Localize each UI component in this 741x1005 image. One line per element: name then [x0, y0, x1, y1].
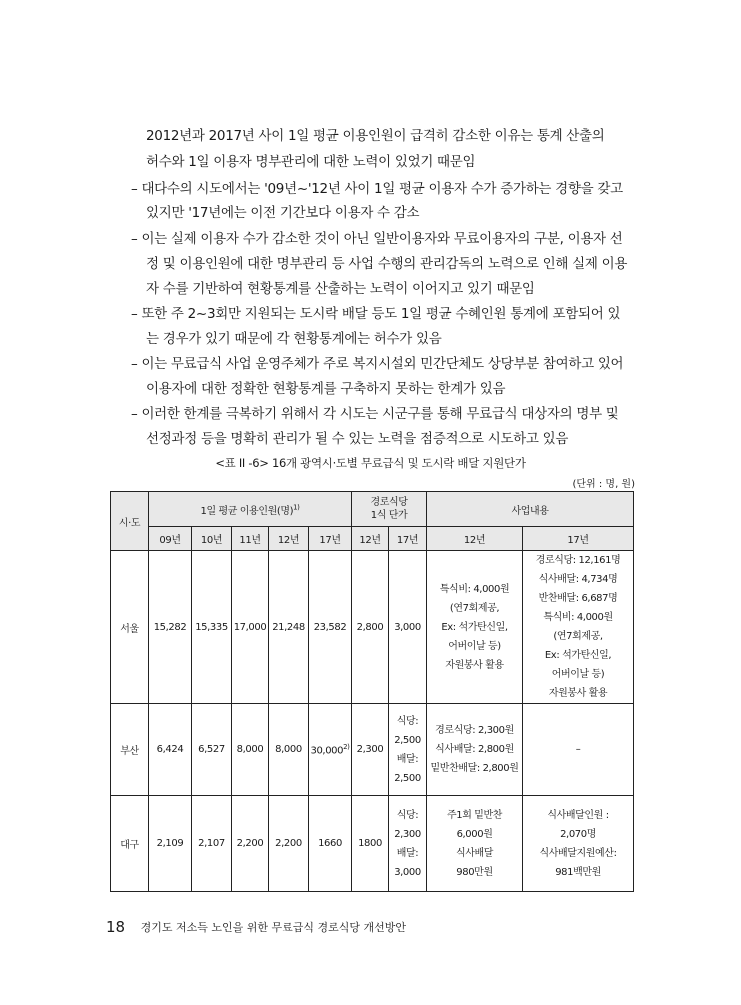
bullet-line: – 또한 주 2~3회만 지원되는 도시락 배달 등도 1일 평균 수혜인원 통계에 포함되어 있 — [131, 306, 621, 322]
table-caption: <표 II -6> 16개 광역시·도별 무료급식 및 도시락 배달 지원단가 — [215, 456, 526, 470]
users-cell: 23,582 — [309, 551, 352, 704]
users-cell: 30,000$^{2)}$ — [309, 704, 352, 796]
users-cell: 15,282 — [149, 551, 192, 704]
page-footer — [106, 918, 406, 936]
content-cell: 특식비: 4,000원 (연7회제공, Ex: 석가탄신일, 어버이날 등) 자원봉사 활용 — [427, 551, 523, 704]
price-cell: 식당: 2,500 배달: 2,500 — [389, 704, 427, 796]
text-line: 허수와 1일 이용자 명부관리에 대한 노력이 있었기 때문임 — [146, 154, 476, 170]
content-cell: 경로식당: 12,161명 식사배달: 4,734명 반찬배달: 6,687명 특식비: 4,000원 (연7회제공, Ex: 석가탄신일, 어버이날 등) 자원봉사 활용 — [523, 551, 634, 704]
table-row — [111, 796, 634, 892]
text-line: 정 및 이용인원에 대한 명부관리 등 사업 수행의 관리감독의 노력으로 인해 실제 이용 — [146, 256, 628, 272]
table-row — [111, 704, 634, 796]
header-users: 1일 평균 이용인원(명)$^{1)}$ — [149, 492, 352, 527]
users-cell: 8,000 — [232, 704, 269, 796]
year-header: 17년 — [389, 527, 427, 551]
header-region: 시·도 — [111, 492, 149, 551]
price-cell: 3,000 — [389, 551, 427, 704]
year-header: 10년 — [192, 527, 232, 551]
year-header: 17년 — [309, 527, 352, 551]
unit-note: (단위 : 명, 원) — [572, 479, 635, 490]
region-cell: 부산 — [111, 704, 149, 796]
bullet-line: – 이는 실제 이용자 수가 감소한 것이 아닌 일반이용자와 무료이용자의 구분, 이용자 선 — [131, 231, 623, 247]
region-cell: 서울 — [111, 551, 149, 704]
users-cell: 1660 — [309, 796, 352, 892]
price-cell: 2,800 — [352, 551, 389, 704]
bullet-line: – 이는 무료급식 사업 운영주체가 주로 복지시설외 민간단체도 상당부분 참여하고 있어 — [131, 356, 624, 372]
region-cell: 대구 — [111, 796, 149, 892]
header-content: 사업내용 — [427, 492, 634, 527]
text-line: 자 수를 기반하여 현황통계를 산출하는 노력이 이어지고 있기 때문임 — [146, 281, 535, 297]
year-header: 12년 — [269, 527, 309, 551]
content-cell: 경로식당: 2,300원 식사배달: 2,800원 밑반찬배달: 2,800원 — [427, 704, 523, 796]
data-table — [110, 491, 634, 892]
price-cell: 1800 — [352, 796, 389, 892]
users-cell: 6,424 — [149, 704, 192, 796]
users-cell: 2,200 — [232, 796, 269, 892]
page-number: 18 — [106, 918, 126, 936]
header-price: 경로식당 1식 단가 — [352, 492, 427, 527]
price-cell: 2,300 — [352, 704, 389, 796]
text-line: 선정과정 등을 명확히 관리가 될 수 있는 노력을 점증적으로 시도하고 있음 — [146, 431, 569, 447]
table-row — [111, 551, 634, 704]
content-cell: 식사배달인원 : 2,070명 식사배달지원예산: 981백만원 — [523, 796, 634, 892]
users-cell: 21,248 — [269, 551, 309, 704]
price-cell: 식당: 2,300 배달: 3,000 — [389, 796, 427, 892]
text-line: 는 경우가 있기 때문에 각 현황통계에는 허수가 있음 — [146, 331, 442, 347]
users-cell: 2,109 — [149, 796, 192, 892]
users-cell: 17,000 — [232, 551, 269, 704]
users-cell: 15,335 — [192, 551, 232, 704]
content-cell: – — [523, 704, 634, 796]
users-cell: 8,000 — [269, 704, 309, 796]
text-line: 이용자에 대한 정확한 현황통계를 구축하지 못하는 한계가 있음 — [146, 381, 506, 397]
bullet-line: – 대다수의 시도에서는 '09년~'12년 사이 1일 평균 이용자 수가 증가하는 경향을 갖고 — [131, 181, 623, 197]
year-header: 11년 — [232, 527, 269, 551]
text-line: 2012년과 2017년 사이 1일 평균 이용인원이 급격히 감소한 이유는 통계 산출의 — [146, 128, 605, 144]
year-header: 12년 — [427, 527, 523, 551]
users-cell: 6,527 — [192, 704, 232, 796]
bullet-line: – 이러한 한계를 극복하기 위해서 각 시도는 시군구를 통해 무료급식 대상자의 명부 및 — [131, 406, 619, 422]
users-cell: 2,107 — [192, 796, 232, 892]
text-line: 있지만 '17년에는 이전 기간보다 이용자 수 감소 — [146, 205, 420, 221]
content-cell: 주1회 밑반찬 6,000원 식사배달 980만원 — [427, 796, 523, 892]
year-header: 12년 — [352, 527, 389, 551]
footer-title: 경기도 저소득 노인을 위한 무료급식 경로식당 개선방안 — [140, 921, 406, 934]
year-header: 17년 — [523, 527, 634, 551]
users-cell: 2,200 — [269, 796, 309, 892]
year-header: 09년 — [149, 527, 192, 551]
